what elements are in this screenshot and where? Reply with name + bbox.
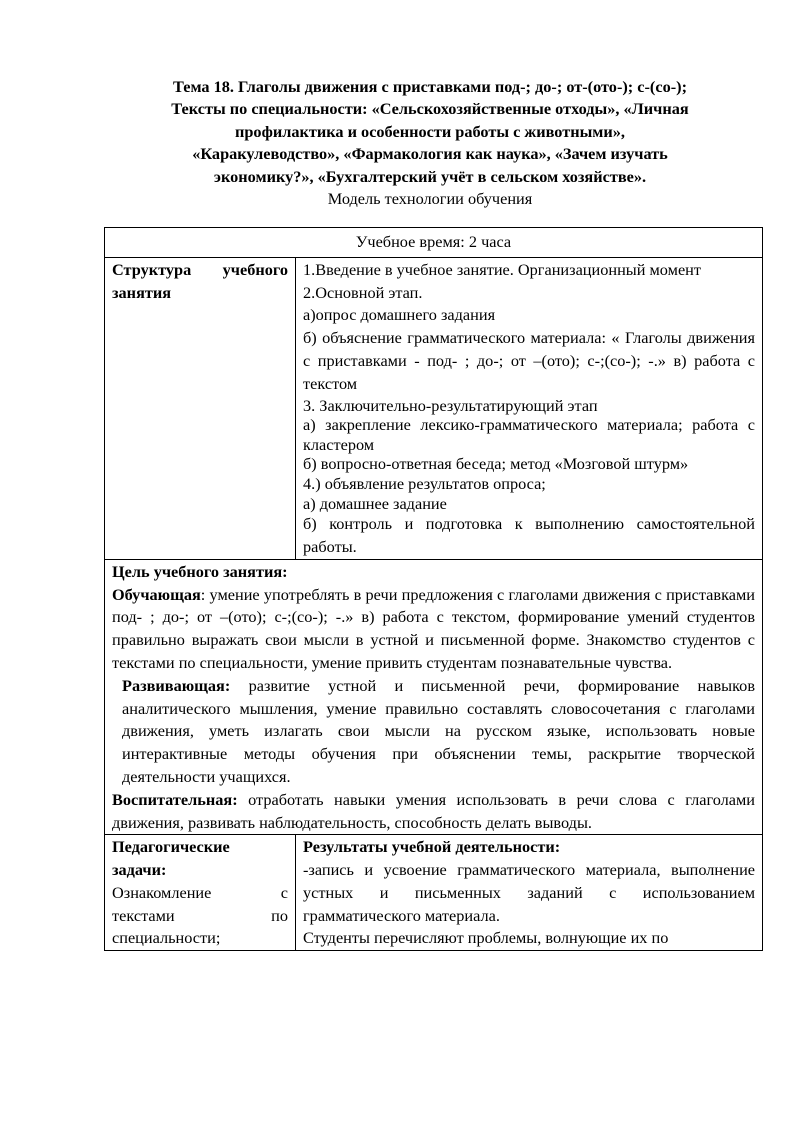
structure-item: б) объяснение грамматического материала: « Глаголы движения с приставками - под- ; до-; от –(ото); с-;(со-); -.» в) работа с текстом: [303, 328, 756, 393]
results-heading: Результаты учебной деятельности:: [303, 837, 561, 857]
lesson-table: [104, 227, 763, 951]
goal-teaching-label: Обучающая: [112, 584, 201, 604]
results-cell: [296, 835, 763, 951]
study-time: Учебное время: 2 часа: [105, 228, 763, 258]
goal-educational-text: отработать навыки умения использовать в речи слова с глаголами движения, развивать наблюдательность, способность делать выводы.: [112, 789, 756, 832]
title-line: экономику?», «Бухгалтерский учёт в сельском хозяйстве».: [213, 166, 647, 186]
results-text: Студенты перечисляют проблемы, волнующие их по: [303, 928, 669, 948]
structure-item: а) закрепление лексико-грамматического материала; работа с кластером: [303, 415, 756, 454]
structure-item: а)опрос домашнего задания: [303, 305, 496, 325]
structure-item: б) контроль и подготовка к выполнению самостоятельной работы.: [303, 514, 756, 556]
study-time-row: [105, 228, 763, 258]
goals-cell: [105, 559, 763, 835]
subtitle: Модель технологии обучения: [327, 189, 533, 209]
goal-developing-text: развитие устной и письменной речи, формирование навыков аналитического мышления, умение правильно составлять словосочетания с глаголами движения, уметь излагать свои мысли на русском языке, использовать новые интерактивные методы обучения при объяснении темы, раскрытие творческой деятельности учащихся.: [122, 675, 756, 786]
bottom-row: [105, 835, 763, 951]
structure-row: [105, 257, 763, 559]
structure-item: а) домашнее задание: [303, 493, 447, 513]
structure-label: Структура учебного занятия: [112, 259, 288, 302]
results-text: -запись и усвоение грамматического материала, выполнение устных и письменных заданий с использованием грамматического материала.: [303, 860, 756, 925]
structure-item: 2.Основной этап.: [303, 282, 423, 302]
structure-label-cell: [105, 257, 296, 559]
title-line: Тема 18. Глаголы движения с приставками под-; до-; от-(ото-); с-(со-);: [172, 77, 687, 96]
tasks-cell: [105, 835, 296, 951]
goal-developing-label: Развивающая:: [122, 675, 231, 695]
structure-item: 3. Заключительно-результатирующий этап: [303, 395, 598, 415]
structure-item: 4.) объявление результатов опроса;: [303, 473, 546, 493]
goal-educational-label: Воспитательная:: [112, 789, 238, 809]
goals-row: [105, 559, 763, 835]
title-line: «Каракулеводство», «Фармакология как наука», «Зачем изучать: [192, 144, 668, 164]
goal-educational: [112, 789, 755, 835]
title-block: [100, 76, 760, 210]
title-line: профилактика и особенности работы с животными»,: [235, 121, 625, 141]
goals-heading: Цель учебного занятия:: [112, 561, 288, 581]
goal-teaching-text: : умение употреблять в речи предложения с глаголами движения с приставками под- ; до-; от –(ото); с-;(со-); -.» в) работа с текстом, формирование умений студентов правильно выражать свои мысли в устной и письменной форме. Знакомство студентов с текстами по специальности, умение привить студентам познавательные чувства.: [112, 584, 756, 672]
goal-teaching: [112, 584, 755, 675]
title-line: Тексты по специальности: «Сельскохозяйственные отходы», «Личная: [171, 99, 689, 119]
tasks-heading: Педагогические задачи:: [112, 837, 230, 880]
structure-item: б) вопросно-ответная беседа; метод «Мозговой штурм»: [303, 454, 689, 474]
goal-developing: [112, 675, 755, 789]
tasks-text: Ознакомление с текстами по специальности;: [112, 882, 288, 948]
structure-content-cell: [296, 257, 763, 559]
structure-item: 1.Введение в учебное занятие. Организационный момент: [303, 259, 701, 279]
